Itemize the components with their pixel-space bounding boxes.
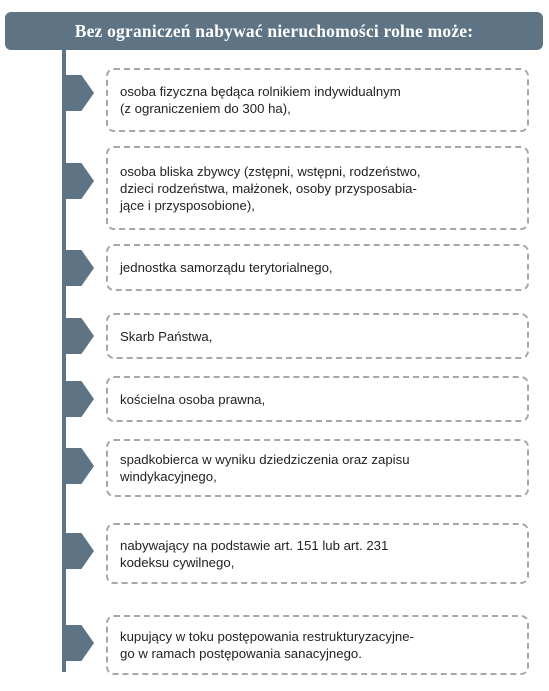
arrow-icon xyxy=(66,448,94,484)
list-item: spadkobierca w wyniku dziedziczenia oraz zapisu windykacyjnego, xyxy=(106,439,529,497)
list-item: osoba bliska zbywcy (zstępni, wstępni, rodzeństwo, dzieci rodzeństwa, małżonek, osoby przysposabia- jące i przysposobione), xyxy=(106,146,529,230)
list-item: kościelna osoba prawna, xyxy=(106,376,529,422)
arrow-icon xyxy=(66,318,94,354)
list-item: nabywający na podstawie art. 151 lub art. 231 kodeksu cywilnego, xyxy=(106,523,529,584)
arrow-icon xyxy=(66,625,94,661)
connector-line xyxy=(62,50,66,672)
list-item: osoba fizyczna będąca rolnikiem indywidualnym (z ograniczeniem do 300 ha), xyxy=(106,68,529,132)
arrow-icon xyxy=(66,533,94,569)
list-item: Skarb Państwa, xyxy=(106,313,529,359)
arrow-icon xyxy=(66,75,94,111)
arrow-icon xyxy=(66,163,94,199)
arrow-icon xyxy=(66,381,94,417)
list-item: jednostka samorządu terytorialnego, xyxy=(106,244,529,291)
arrow-icon xyxy=(66,250,94,286)
list-item: kupujący w toku postępowania restrukturyzacyjne- go w ramach postępowania sanacyjnego. xyxy=(106,615,529,675)
diagram-title: Bez ograniczeń nabywać nieruchomości rolne może: xyxy=(5,12,543,50)
